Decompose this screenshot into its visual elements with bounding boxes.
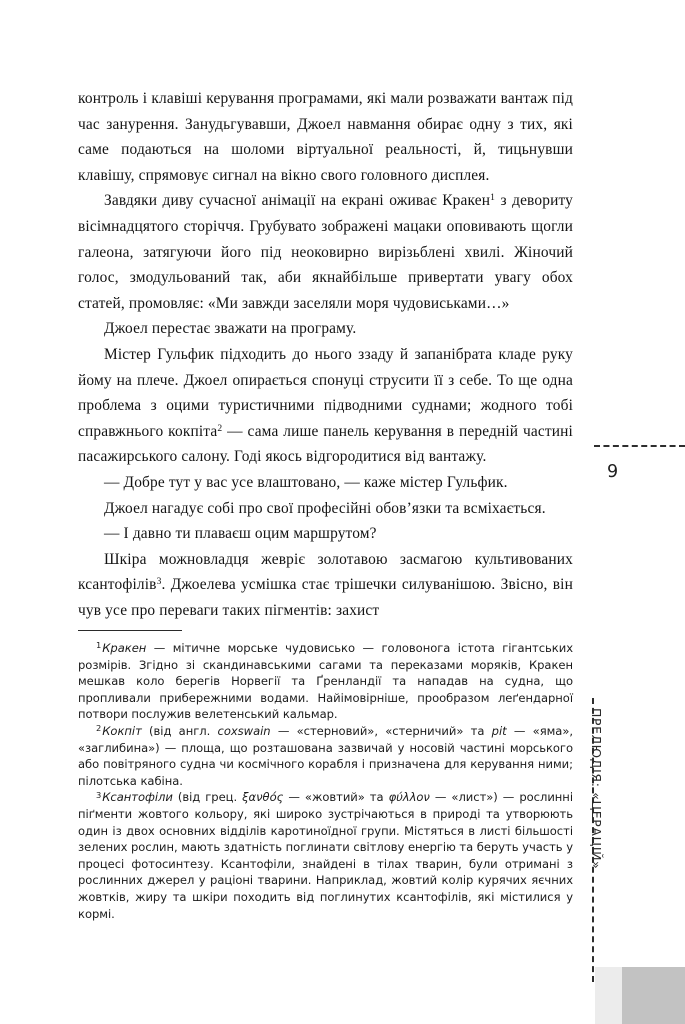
paragraph	[78, 547, 573, 624]
footnote-term: Кракен	[102, 641, 147, 655]
footnote-latin-term: coxswain	[217, 723, 271, 738]
footnote-text-segment: — «стерновий», «стерничий» та	[270, 723, 492, 738]
footnote-text-segment: (від англ.	[141, 723, 218, 738]
footnote-item	[78, 723, 573, 789]
footnote-number: 3	[96, 789, 102, 800]
running-head: ПРЕЛЮДІЯ: «ЦЕРАЦІЙ»	[589, 708, 604, 870]
footnote-reference-1[interactable]: 1	[490, 192, 496, 204]
footnote-greek-term: ξανθός	[242, 790, 284, 805]
footnote-number: 1	[96, 640, 102, 651]
page-edge-tab-dark	[622, 967, 685, 1024]
footnote-separator-rule	[78, 630, 182, 631]
paragraph: Джоел нагадує собі про свої професійні обов’язки та всміхається.	[104, 499, 546, 517]
footnote-term: Кокпіт	[102, 723, 142, 738]
paragraph: Джоел перестає зважати на програму.	[104, 320, 357, 338]
footnote-text: — мітичне морське чудовисько — головонога істота гігантських розмірів. Згідно зі скандинавськими сагами та переказами моряків, Кракен мешкав коло берегів Норвегії та Ґренландії та нападав на судна, що пропливали прибережними водами. Найімовірніше, прообразом леґендарної потвори послужив велетенський кальмар.	[78, 641, 573, 722]
body-text-column	[78, 86, 573, 623]
paragraph-dialogue: — Добре тут у вас усе влаштовано, — каже містер Гульфик.	[104, 473, 508, 491]
paragraph-text-before-footnote: Містер Гульфик підходить до нього ззаду й запанібрата кладе руку йому на плече. Джоел опирається спонуці струсити її з себе. То ще одна проблема з оцими туристичними підводними суднами; жодного тобі справжнього кокпіта	[78, 345, 573, 440]
footnote-text-segment: — «жовтий» та	[283, 790, 389, 805]
folio-dashed-rule	[594, 445, 685, 447]
footnote-term: Ксантофіли	[102, 790, 173, 805]
paragraph-text-after-footnote: — сама лише панель керування в передній частині пасажирського салону. Годі якось відгородитися від вантажу.	[78, 422, 573, 466]
paragraph-text-after-footnote: з девориту вісімнадцятого сторіччя. Грубувато зображені мацаки оповивають щогли галеона, затягуючи його під неоковирно вирізьблені хвилі. Жіночий голос, змодульований так, аби якнайбільше привертати увагу обох статей, промовляє: «Ми завжди заселяли моря чудовиськами…»	[78, 192, 573, 312]
paragraph	[78, 188, 573, 316]
footnote-text-segment: — «яма», «заглибина») — площа, що розташована зазвичай у носовій частині морського або повітряного судна чи космічного корабля і призначена для керування ними; пілотська кабіна.	[78, 723, 574, 788]
footnote-number: 2	[96, 723, 102, 734]
page-number: 9	[607, 462, 619, 482]
footnote-item	[78, 789, 573, 922]
footnote-greek-term: φύλλον	[388, 790, 430, 805]
paragraph-text-before-footnote: Шкіра можновладця жевріє золотавою засмагою культивованих ксантофілів	[78, 550, 573, 594]
paragraph-dialogue: — І давно ти плаваєш оцим маршрутом?	[104, 525, 377, 543]
footnotes-block	[78, 630, 573, 922]
footnote-text-segment: — «лист») — рослинні піґменти жовтого кольору, які широко зустрічаються в природі та утворюють один із двох основних відділів каротиноїдної групи. Містяться в листі більшості зелених рослин, мають здатність поглинати світлову енергію та беруть участь у процесі фотосинтезу. Ксантофіли, знайдені в тілах тварин, були отримані з рослинних джерел у раціоні тварини. Наприклад, жовтий колір курячих яєчних жовтків, жиру та шкіри походить від поглинутих ксантофілів, які містилися у кормі.	[78, 790, 573, 921]
paragraph-text-before-footnote: Завдяки диву сучасної анімації на екрані оживає Кракен	[104, 192, 491, 210]
footnote-reference-3[interactable]: 3	[156, 576, 162, 588]
footnote-latin-term: pit	[491, 723, 507, 738]
footnote-item	[78, 640, 573, 723]
footnote-reference-2[interactable]: 2	[217, 422, 223, 434]
paragraph: контроль і клавіші керування програмами, які мали розважати вантаж під час занурення. Занудьгувавши, Джоел навмання обирає одну з тих, які саме подаються на шоломи віртуальної реальності, й, тицьнувши клавішу, спрямовує сигнал на вікно свого головного дисплея.	[78, 90, 573, 184]
paragraph-text-after-footnote: . Джоелева усмішка стає трішечки силуванішою. Звісно, він чув усе про переваги таких пігментів: захист	[78, 576, 573, 619]
footnote-text-segment: (від грец.	[172, 790, 243, 805]
paragraph	[78, 342, 573, 470]
